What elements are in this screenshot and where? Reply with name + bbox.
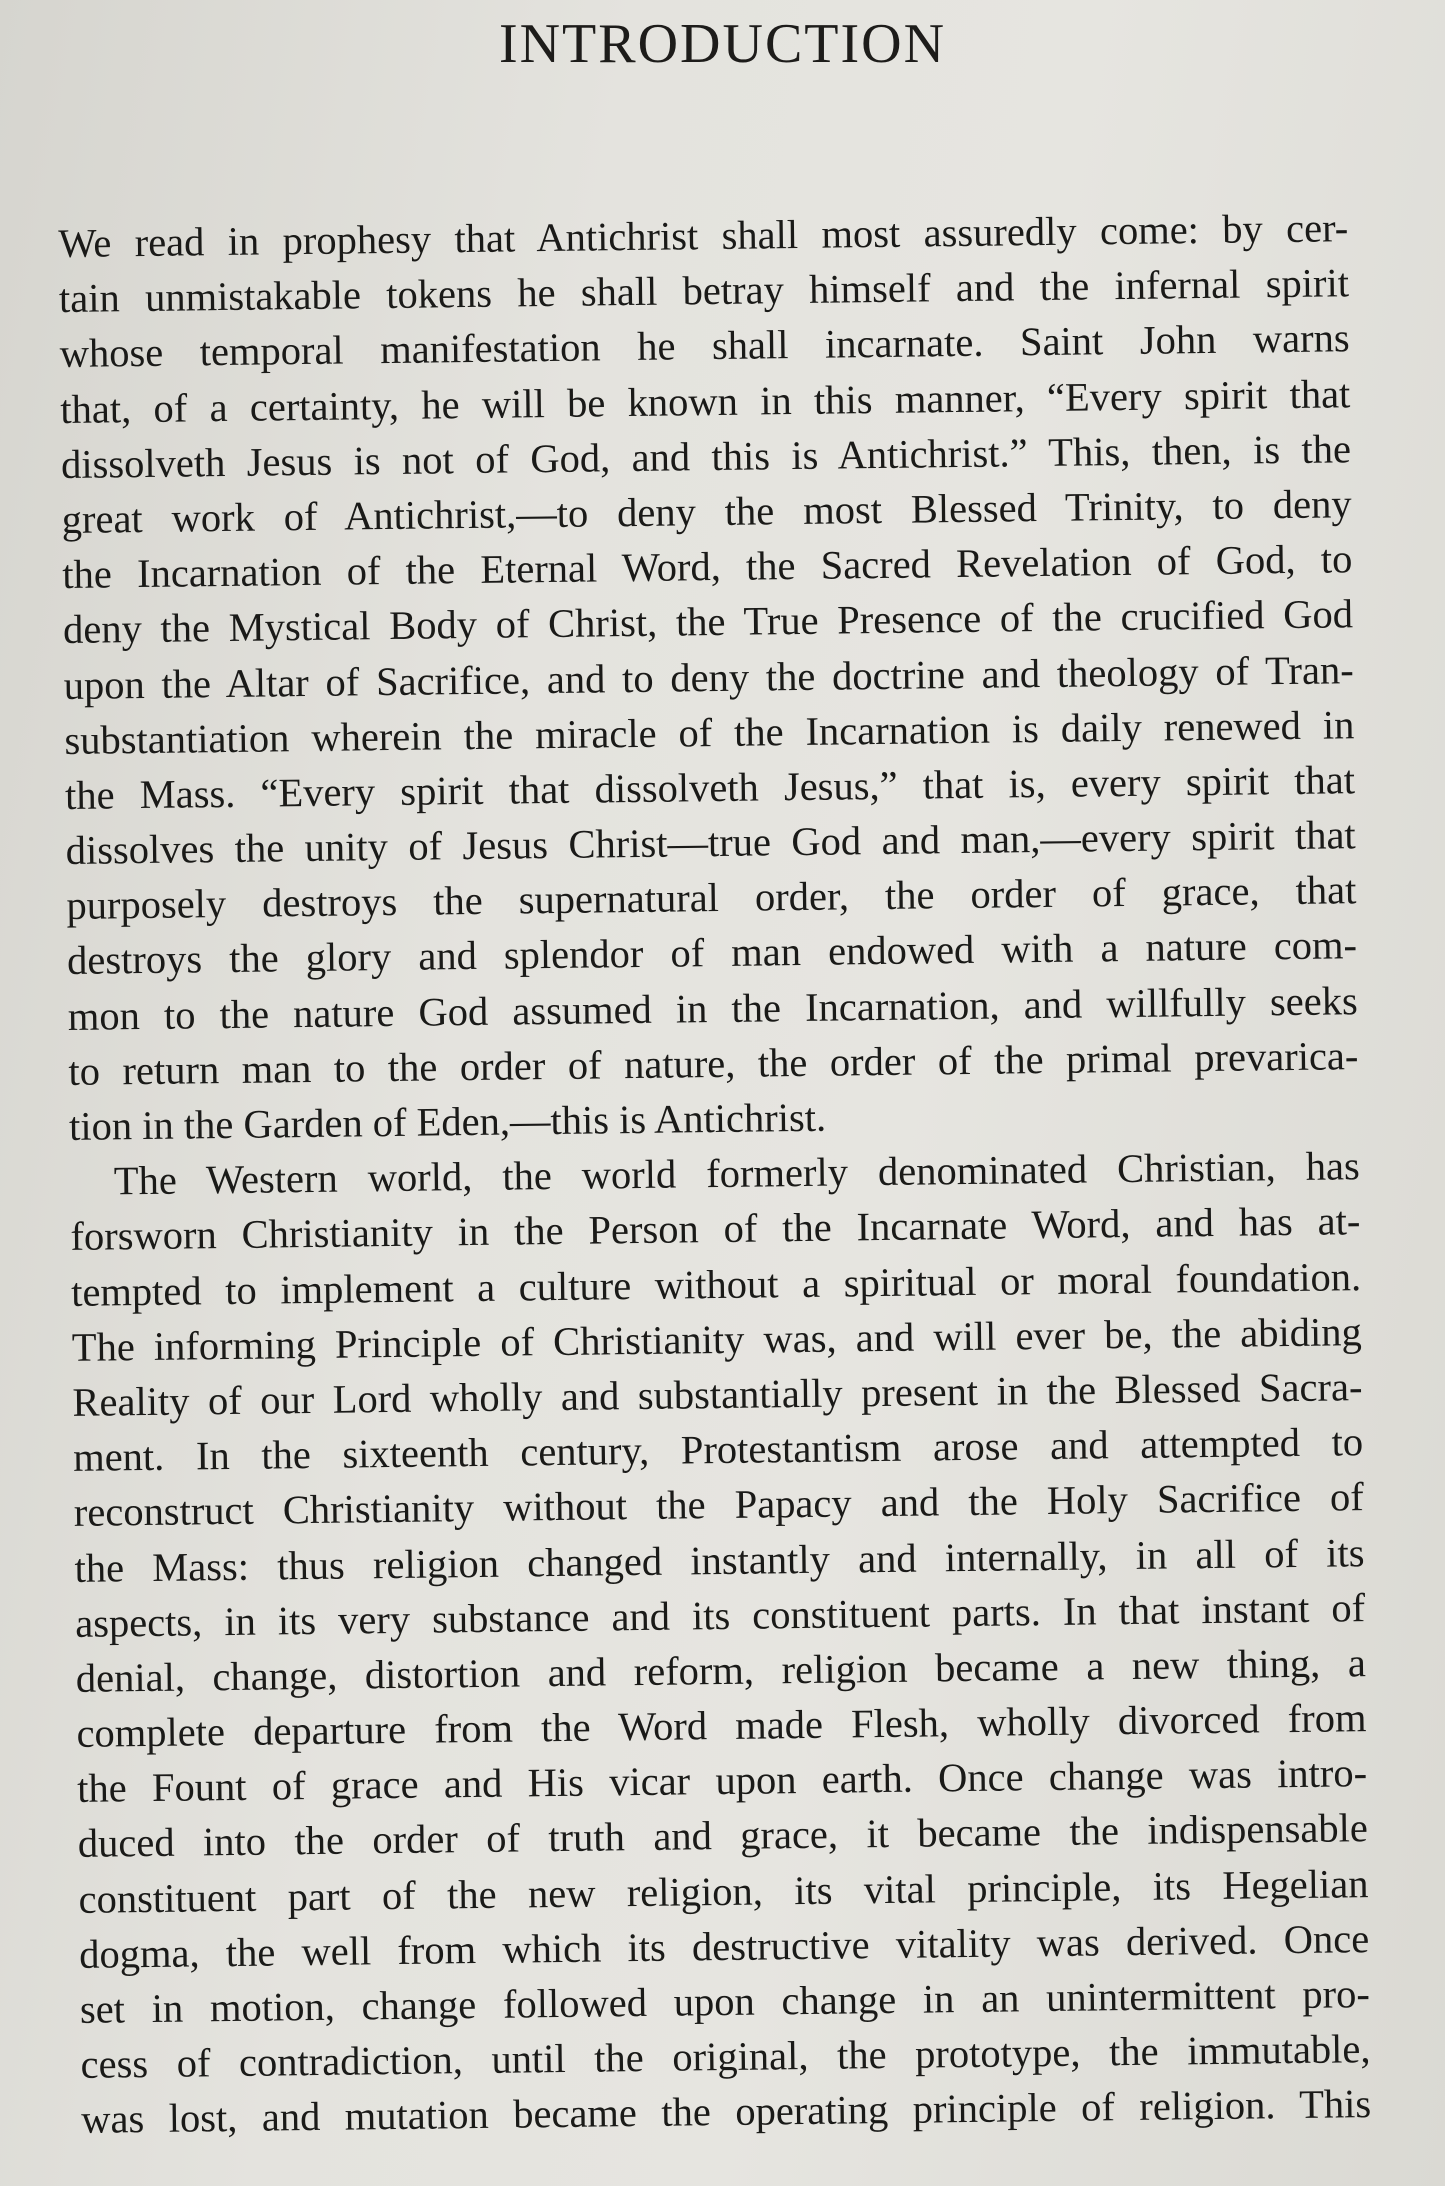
text-line: deny the Mystical Body of Christ, the True Presence of the crucified God [62,591,1354,653]
text-line: the Incarnation of the Eternal Word, the Sacred Revelation of God, to [62,536,1353,598]
text-line: upon the Altar of Sacrifice, and to deny the doctrine and theology of Tran- [63,646,1354,708]
paragraph-1 [58,200,1359,1154]
text-line: We read in prophesy that Antichrist shall most assuredly come: by cer- [58,205,1349,266]
text-line: was lost, and mutation became the operating principle of religion. This [80,2081,1372,2143]
paragraph-2 [69,1138,1371,2147]
text-line: The Western world, the world formerly denominated Christian, has [113,1143,1360,1204]
text-line: forsworn Christianity in the Person of the Incarnate Word, and has at- [70,1198,1361,1260]
text-line: mon to the nature God assumed in the Incarnation, and willfully seeks [67,977,1358,1039]
text-line: complete departure from the Word made Flesh, wholly divorced from [76,1695,1367,1756]
page-heading: INTRODUCTION [498,13,947,75]
text-line: reconstruct Christianity without the Papacy and the Holy Sacrifice of [73,1474,1365,1536]
text-line: aspects, in its very substance and its constituent parts. In that instant of [74,1584,1366,1646]
text-line: constituent part of the new religion, its vital principle, its Hegelian [78,1860,1369,1922]
text-line: dissolves the unity of Jesus Christ—true God and man,—every spirit that [65,812,1356,874]
text-line: set in motion, change followed upon change in an unintermittent pro- [79,1971,1371,2032]
text-line: the Mass. “Every spirit that dissolveth Jesus,” that is, every spirit that [64,757,1356,818]
text-line: dissolveth Jesus is not of God, and this is Antichrist.” This, then, is the [60,425,1352,487]
text-line: cess of contradiction, until the original, the prototype, the immutable, [80,2026,1371,2088]
text-line: destroys the glory and splendor of man endowed with a nature com- [66,922,1358,984]
text-line: tempted to implement a culture without a spiritual or moral foundation. [70,1253,1362,1315]
text-line: denial, change, distortion and reform, religion became a new thing, a [75,1640,1367,1701]
text-line: substantiation wherein the miracle of the Incarnation is daily renewed in [64,701,1355,763]
text-line: tain unmistakable tokens he shall betray himself and the infernal spirit [58,260,1350,322]
text-line: ment. In the sixteenth century, Protestantism arose and attempted to [72,1419,1364,1481]
text-line: that, of a certainty, he will be known in this manner, “Every spirit that [60,370,1351,432]
text-line: The informing Principle of Christianity was, and will ever be, the abiding [71,1308,1362,1370]
text-line: whose temporal manifestation he shall incarnate. Saint John warns [59,315,1350,377]
text-line: duced into the order of truth and grace, it became the indispensable [77,1805,1369,1867]
text-line: to return man to the order of nature, the order of the primal prevarica- [68,1032,1359,1094]
text-line: dogma, the well from which its destructive vitality was derived. Once [78,1915,1370,1977]
text-line: tion in the Garden of Eden,—this is Antichrist. [68,1094,827,1149]
text-line: great work of Antichrist,—to deny the most Blessed Trinity, to deny [61,481,1352,542]
text-line: the Mass: thus religion changed instantly and internally, in all of its [74,1529,1365,1591]
body-text [58,200,1372,2147]
text-line: purposely destroys the supernatural order, the order of grace, that [66,867,1357,929]
text-line: Reality of our Lord wholly and substantially present in the Blessed Sacra- [72,1364,1363,1425]
text-line: the Fount of grace and His vicar upon earth. Once change was intro- [76,1750,1368,1812]
